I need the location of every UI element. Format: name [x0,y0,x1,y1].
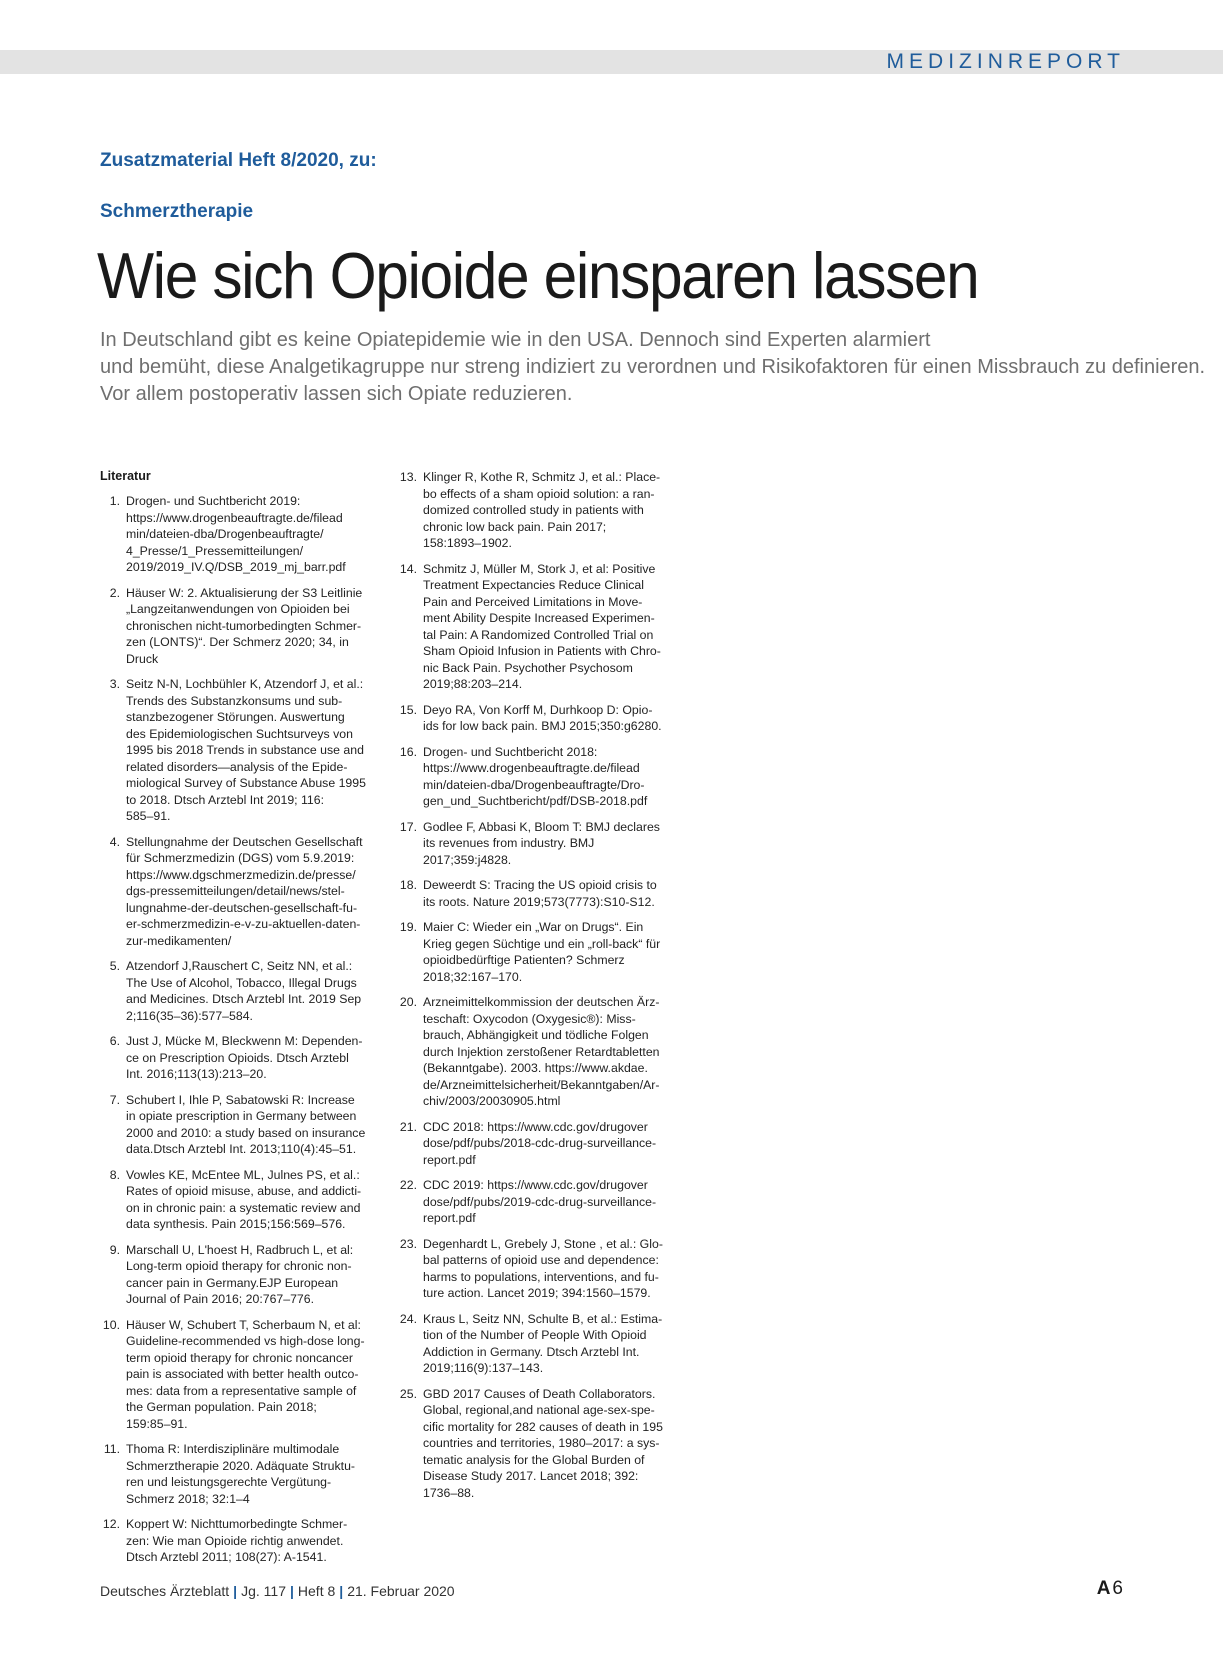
reference-item [100,1242,380,1308]
reference-number: 1. [109,494,120,508]
reference-item [100,1516,380,1566]
reference-number: 25. [399,1386,417,1401]
reference-text: Seitz N-N, Lochbühler K, Atzendorf J, et al.: Trends des Substanzkonsums und sub- stanzbezogener Störungen. Auswertung des Epidemiologischen Suchtsurveys von 1995 bis 2018 Trends in substance use and related disorders—analysis of the Epide- miological Survey of Substance Abuse 1995 to 2018. Dtsch Arztebl Int 2019; 116: 585–91. [126,677,366,823]
footer-separator: | [289,1583,294,1599]
reference-text: Schmitz J, Müller M, Stork J, et al: Positive Treatment Expectancies Reduce Clinical Pain and Perceived Limitations in Move- ment Ability Despite Increased Experimen- tal Pain: A Randomized Controlled Trial on Sham Opioid Infusion in Patients with Chro- nic Back Pain. Psychother Psychosom 2019;88:203–214. [423,561,661,691]
reference-item [397,919,677,985]
reference-item [397,1177,677,1227]
footer-separator: | [339,1583,344,1599]
reference-item [397,819,677,869]
reference-text: Stellungnahme der Deutschen Gesellschaft für Schmerzmedizin (DGS) vom 5.9.2019: https://www.dgschmerzmedizin.de/presse/ dgs-pressemitteilungen/detail/news/stel- lungnahme-der-deutschen-gesellschaft-fu- er-schmerzmedizin-e-v-zu-aktuellen-daten- zur-medikamenten/ [126,834,363,948]
reference-text: GBD 2017 Causes of Death Collaborators. Global, regional,and national age-sex-spe- cific mortality for 282 causes of death in 195 countries and territories, 1980–2017: a sys- tematic analysis for the Global Burden of Disease Study 2017. Lancet 2018; 392: 1736–88. [423,1386,663,1500]
topic-label: Schmerztherapie [100,201,254,222]
section-label: MEDIZINREPORT [886,50,1125,73]
reference-text: Häuser W: 2. Aktualisierung der S3 Leitlinie „Langzeitanwendungen von Opioiden bei chronischen nicht-tumorbedingten Schmer- zen (LONTS)“. Der Schmerz 2020; 34, in Druck [126,585,363,666]
reference-number: 5. [109,959,120,973]
reference-item [100,1033,380,1083]
reference-item [100,493,380,576]
reference-item [397,1236,677,1302]
reference-number: 12. [102,1517,120,1531]
reference-item [397,1119,677,1169]
article-title: Wie sich Opioide einsparen lassen [97,239,979,312]
footer-separator: | [233,1583,238,1599]
references-right-column [397,469,677,1510]
reference-number: 21. [399,1119,417,1134]
reference-number: 6. [109,1034,120,1048]
supplement-note: Zusatzmaterial Heft 8/2020, zu: [100,150,377,171]
reference-text: Maier C: Wieder ein „War on Drugs“. Ein Krieg gegen Süchtige und ein „roll-back“ für opioidbedürftige Patienten? Schmerz 2018;32:167–170. [423,920,661,984]
reference-number: 22. [399,1178,417,1192]
journal-name: Deutsches Ärzteblatt [100,1583,230,1599]
journal-issue: Heft 8 [297,1583,336,1599]
reference-number: 9. [109,1242,120,1257]
reference-number: 16. [399,744,417,759]
references-left-column [100,493,380,1575]
reference-number: 3. [109,677,120,691]
reference-number: 18. [399,878,417,892]
page-number [1097,1578,1123,1600]
reference-number: 19. [399,920,417,934]
reference-number: 7. [109,1092,120,1107]
journal-volume: Jg. 117 [241,1583,286,1599]
reference-number: 2. [109,585,120,600]
lead-line: Vor allem postoperativ lassen sich Opiate reduzieren. [100,383,573,405]
page-prefix: A [1096,1578,1111,1599]
reference-text: Schubert I, Ihle P, Sabatowski R: Increase in opiate prescription in Germany between 2000 and 2010: a study based on insurance data.Dtsch Arztebl Int. 2013;110(4):45–51. [126,1092,366,1156]
reference-item [397,469,677,552]
reference-item [100,1167,380,1233]
reference-item [100,958,380,1024]
reference-text: Klinger R, Kothe R, Schmitz J, et al.: Place- bo effects of a sham opioid solution: a ran- domized controlled study in patients with chronic low back pain. Pain 2017; 158:1893–1902. [423,470,661,550]
reference-item [397,744,677,810]
reference-item [100,676,380,825]
reference-number: 20. [399,995,417,1009]
reference-text: Deweerdt S: Tracing the US opioid crisis to its roots. Nature 2019;573(7773):S10-S12. [423,878,657,909]
reference-text: Godlee F, Abbasi K, Bloom T: BMJ declares its revenues from industry. BMJ 2017;359:j4828. [423,819,660,867]
reference-item [397,702,677,735]
reference-text: Arzneimittelkommission der deutschen Ärz- teschaft: Oxycodon (Oxygesic®): Miss- brauch, Abhängigkeit und tödliche Folgen durch Injektion zerstoßener Retardtabletten (Bekanntgabe). 2003. https://www.akdae. de/Arzneimittelsicherheit/Bekanntgaben/Ar- chiv/2003/20030905.html [423,995,660,1108]
page-number-value: 6 [1112,1578,1123,1599]
reference-number: 11. [103,1442,120,1456]
reference-number: 4. [109,834,120,849]
publication-date: 21. Februar 2020 [347,1583,455,1599]
reference-number: 15. [399,702,417,717]
reference-text: Drogen- und Suchtbericht 2019: https://www.drogenbeauftragte.de/filead min/dateien-dba/Drogenbeauftragte/ 4_Presse/1_Pressemitteilungen/ 2019/2019_IV.Q/DSB_2019_mj_barr.pdf [126,494,346,574]
lead-line: und bemüht, diese Analgetikagruppe nur streng indiziert zu verordnen und Risikofaktoren für einen Missbrauch zu definieren. [100,356,1206,378]
reference-number: 23. [399,1236,417,1251]
reference-number: 14. [399,561,417,576]
references-heading: Literatur [100,469,151,483]
reference-text: CDC 2019: https://www.cdc.gov/drugover dose/pdf/pubs/2019-cdc-drug-surveillance- report.pdf [423,1178,657,1225]
reference-text: Kraus L, Seitz NN, Schulte B, et al.: Estima- tion of the Number of People With Opioid Addiction in Germany. Dtsch Arztebl Int. 2019;116(9):137–143. [423,1311,663,1375]
reference-text: Koppert W: Nichttumorbedingte Schmer- zen: Wie man Opioide richtig anwendet. Dtsch Arztebl 2011; 108(27): A-1541. [126,1517,348,1564]
reference-item [100,585,380,668]
reference-item [100,1441,380,1507]
reference-item [397,561,677,693]
reference-item [397,1311,677,1377]
reference-number: 17. [399,819,417,834]
reference-number: 10. [102,1317,120,1332]
reference-item [100,1317,380,1433]
reference-text: Häuser W, Schubert T, Scherbaum N, et al: Guideline-recommended vs high-dose long- term opioid therapy for chronic noncancer pain is associated with better health outco- mes: data from a representative sample of the German population. Pain 2018; 159:85–91. [126,1317,365,1431]
reference-item [397,877,677,910]
reference-item [100,1092,380,1158]
reference-item [397,994,677,1110]
reference-number: 8. [109,1167,120,1182]
footer [100,1583,455,1599]
reference-number: 13. [399,470,417,484]
reference-text: Deyo RA, Von Korff M, Durhkoop D: Opio- ids for low back pain. BMJ 2015;350:g6280. [423,702,662,733]
article-lead [100,327,1223,408]
reference-text: Vowles KE, McEntee ML, Julnes PS, et al.: Rates of opioid misuse, abuse, and addicti- on in chronic pain: a systematic review and data synthesis. Pain 2015;156:569–576. [126,1167,362,1231]
reference-text: Marschall U, L'hoest H, Radbruch L, et al: Long-term opioid therapy for chronic non- cancer pain in Germany.EJP European Journal of Pain 2016; 20:767–776. [126,1242,354,1306]
reference-number: 24. [399,1311,417,1326]
reference-text: CDC 2018: https://www.cdc.gov/drugover dose/pdf/pubs/2018-cdc-drug-surveillance- report.pdf [423,1119,657,1167]
reference-text: Degenhardt L, Grebely J, Stone , et al.: Glo- bal patterns of opioid use and dependence: harms to populations, interventions, and fu- ture action. Lancet 2019; 394:1560–1579. [423,1236,663,1300]
reference-item [100,834,380,950]
reference-item [397,1386,677,1502]
reference-text: Just J, Mücke M, Bleckwenn M: Dependen- ce on Prescription Opioids. Dtsch Arztebl Int. 2016;113(13):213–20. [126,1034,363,1081]
reference-text: Thoma R: Interdisziplinäre multimodale Schmerztherapie 2020. Adäquate Struktu- ren und leistungsgerechte Vergütung- Schmerz 2018; 32:1–4 [126,1442,355,1506]
lead-line: In Deutschland gibt es keine Opiatepidemie wie in den USA. Dennoch sind Experten alarmiert [100,329,931,351]
reference-text: Drogen- und Suchtbericht 2018: https://www.drogenbeauftragte.de/filead min/dateien-dba/Drogenbeauftragte/Dro- gen_und_Suchtbericht/pdf/DSB-2018.pdf [423,744,648,808]
reference-text: Atzendorf J,Rauschert C, Seitz NN, et al.: The Use of Alcohol, Tobacco, Illegal Drugs and Medicines. Dtsch Arztebl Int. 2019 Sep 2;116(35–36):577–584. [126,959,362,1023]
